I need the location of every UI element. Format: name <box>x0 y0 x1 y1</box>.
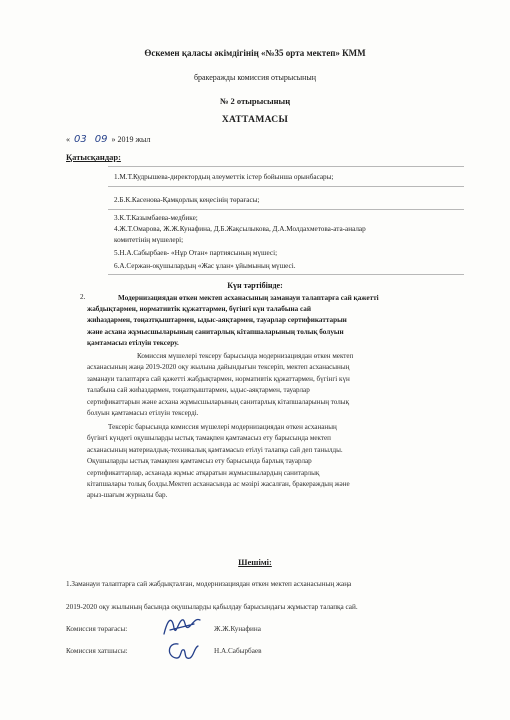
date-day: 03 <box>74 134 87 145</box>
paragraph-line: асханасының материалдық-техникалық қамтамасыз етілуі талапқа сай деп танылды. <box>87 445 343 454</box>
divider <box>108 209 464 210</box>
chair-role: Комиссия төрағасы: <box>66 625 128 633</box>
date-open-quote: « <box>66 135 70 144</box>
paragraph-line: Оқушыларды ыстық тамақпен қамтамсыз ету барысында барлық тауарлар <box>87 457 312 466</box>
agenda-line: қамтамасыз етілуін тексеру. <box>87 338 179 347</box>
decision-line: 1.Заманауи талаптарға сай жабдықталған, модернизациядан өткен мектеп асханасының жаңа <box>66 580 352 588</box>
paragraph-line: сертификаттарлар, асханада жұмыс атқаратын жұмысшылардың санитарлық <box>87 468 320 477</box>
paragraph-line: арыз-шағым журналы бар. <box>87 491 168 500</box>
agenda-heading: Күн тәртібінде: <box>227 281 283 290</box>
secretary-name: Н.А.Сабырбаев <box>214 647 262 655</box>
date-year: » 2019 жыл <box>111 135 151 144</box>
participant-4-cont: комитетінің мүшелері; <box>114 236 184 244</box>
paragraph-line: болуын қамтамасыз етілуін тексерді. <box>87 409 199 418</box>
participant-2: 2.Б.К.Касенова-Қамқорлық кеңесінің төрағасы; <box>114 196 260 204</box>
meeting-date <box>66 134 150 145</box>
participant-4: 4.Ж.Т.Омарова, Ж.Ж.Кунафина, Д.Б.Жақсылыкова, Д.А.Молдахметова-ата-аналар <box>114 225 366 233</box>
paragraph-line: заманауи талаптарға сай қажетті жабдықтармен, нормативтік құжаттармен, бүгінгі күн <box>87 374 350 383</box>
divider <box>108 166 464 167</box>
decision-line: 2019-2020 оқу жылының басында оқушыларды қабылдау барысындағы жұмыстар талапқа сай. <box>66 603 358 611</box>
participant-5: 5.Н.А.Сабырбаев- «Нұр Отан» партиясының мүшесі; <box>114 249 278 257</box>
paragraph-line: Комиссия мүшелері тексеру барысында модернизациядан өткен мектеп <box>137 352 354 360</box>
agenda-line: жиһаздармен, тоңазтқыштармен, ыдыс-аяқтармен, тауарлар сертификаттарын <box>87 316 347 325</box>
org-name: Өскемен қаласы әкімдігінің «№35 орта мектеп» КММ <box>144 48 366 58</box>
body-paragraph-2 <box>66 422 471 502</box>
paragraph-line: бүгінгі күндегі оқушыларды ыстық тамақпен қамтамасыз ету барысында мектеп <box>87 434 331 443</box>
agenda-line: және асхана жұмысшыларының санитарлық кітапшаларының толық болуын <box>87 327 344 336</box>
participant-6: 6.А.Сержан-оқушылардың «Жас ұлан» ұйымының мүшесі. <box>114 262 296 270</box>
secretary-role: Комиссия хатшысы: <box>66 647 128 655</box>
paragraph-line: кітапшалары толық болды.Мектеп асханасында ас мәзірі жасалған, бракераждың және <box>87 480 350 489</box>
body-paragraph-1 <box>66 351 471 419</box>
chair-name: Ж.Ж.Кунафина <box>214 625 261 633</box>
paragraph-line: талабына сай жиһаздармен, тоңазтқыштармен, ыдыс-аяқтармен, тауарлар <box>87 386 310 395</box>
agenda-line: жабдықтармен, нормативтік құжаттармен, бүгінгі күн талабына сай <box>87 305 312 314</box>
divider <box>108 186 464 187</box>
participant-1: 1.М.Т.Кудрышева-директордың әлеуметтік істер бойынша орынбасары; <box>114 173 334 181</box>
document-title: ХАТТАМАСЫ <box>221 115 289 125</box>
secretary-signature <box>162 638 202 666</box>
participant-3: 3.К.Т.Казымбаева-медбике; <box>114 214 198 222</box>
commission-line: бракеражды комиссия отырысының <box>193 73 317 82</box>
chair-signature <box>160 612 204 640</box>
agenda-line: Модернизациядан өткен мектеп асханасының заманауи талаптарға сай қажетті <box>118 294 379 302</box>
agenda-number: 2. <box>80 293 86 301</box>
divider <box>108 274 464 275</box>
paragraph-line: сертификаттарын және асхана жұмысшыларының санитарлық кітапшаларының толық <box>87 397 350 406</box>
paragraph-line: Тексеріс барысында комиссия мүшелері модернизациядан өткен асхананың <box>108 423 337 431</box>
agenda-text <box>66 294 471 349</box>
date-month: 09 <box>94 134 108 145</box>
participants-heading: Қатысқандар: <box>66 152 121 162</box>
decision-heading: Шешімі: <box>238 557 272 567</box>
meeting-number: № 2 отырысының <box>219 96 291 106</box>
paragraph-line: асханасының жаңа 2019-2020 оқу жылына дайындығын тексеріп, мектеп асханасының <box>87 363 350 372</box>
